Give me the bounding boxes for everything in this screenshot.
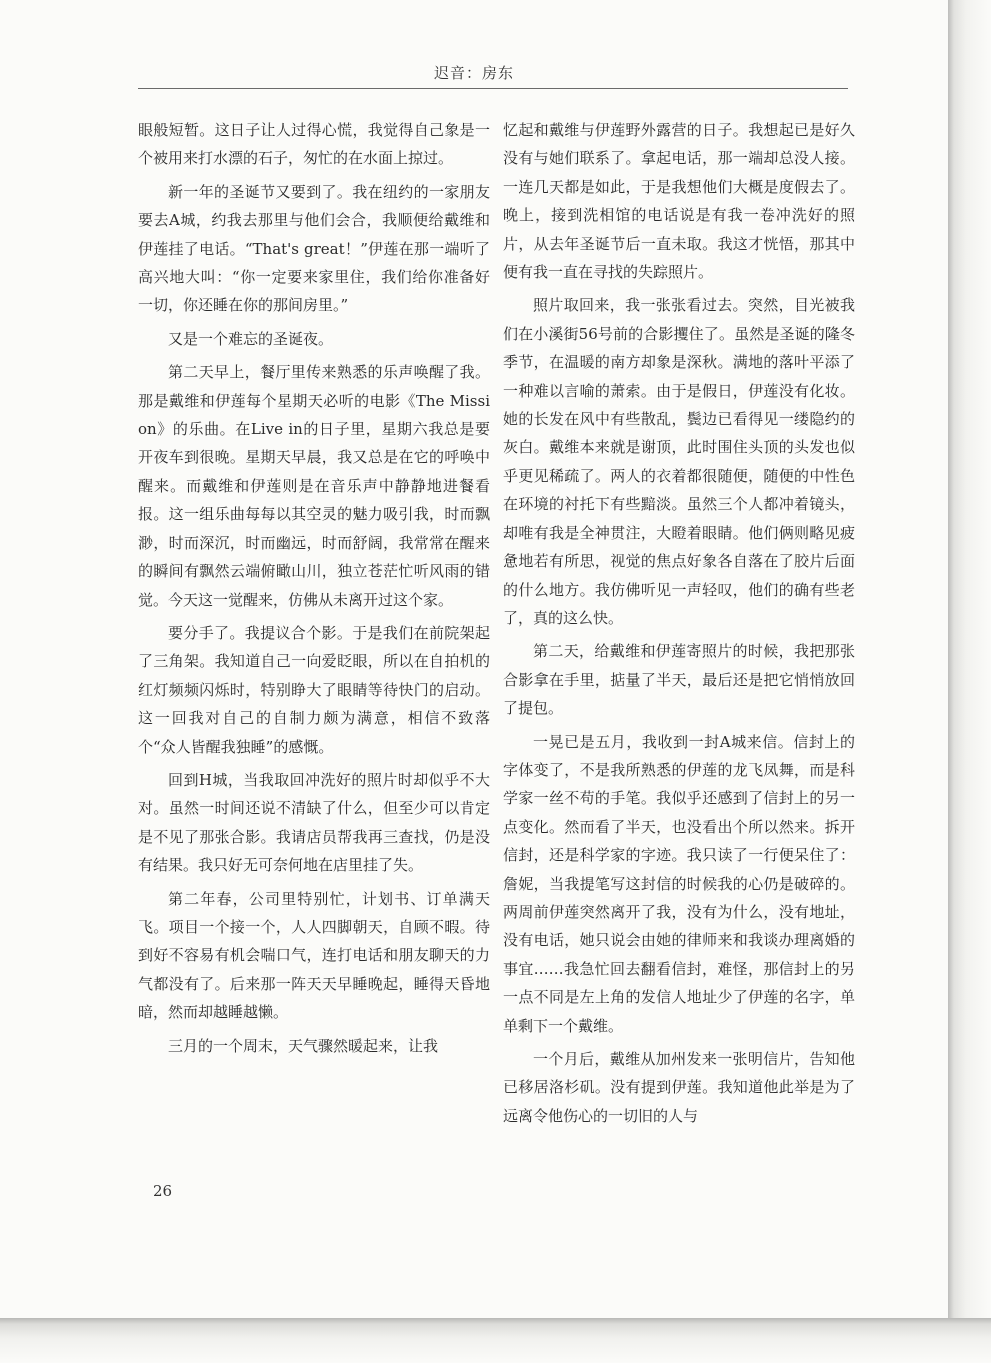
header-rule: [138, 88, 848, 89]
paragraph: 又是一个难忘的圣诞夜。: [168, 329, 334, 348]
paragraph: 一个月后，戴维从加州发来一张明信片，告知他已移居洛杉矶。没有提到伊莲。我知道他此举是为了远离令他伤心的一切旧的人与: [503, 1050, 855, 1125]
page-number: 26: [153, 1182, 173, 1200]
scan-edge-right: [948, 0, 991, 1363]
paragraph: 三月的一个周末，天气骤然暖起来，让我: [168, 1036, 439, 1055]
paragraph: 忆起和戴维与伊莲野外露营的日子。我想起已是好久没有与她们联系了。拿起电话，那一端却总没人接。一连几天都是如此，于是我想他们大概是度假去了。晚上，接到洗相馆的电话说是有我一卷冲洗好的照片，从去年圣诞节后一直未取。我这才恍悟，那其中便有我一直在寻找的失踪照片。: [503, 121, 855, 282]
paragraph: 一晃已是五月，我收到一封A城来信。信封上的字体变了，不是我所熟悉的伊莲的龙飞凤舞，而是科学家一丝不苟的手笔。我似乎还感到了信封上的另一点变化。然而看了半天，也没看出个所以然来。拆开信封，还是科学家的字迹。我只读了一行便呆住了：詹妮，当我提笔写这封信的时候我的心仍是破碎的。两周前伊莲突然离开了我，没有为什么，没有地址，没有电话，她只说会由她的律师来和我谈办理离婚的事宜……我急忙回去翻看信封，难怪，那信封上的另一点不同是左上角的发信人地址少了伊莲的名字，单单剩下一个戴维。: [503, 732, 855, 1035]
running-header: 迟音：房东: [433, 64, 514, 82]
paragraph: 照片取回来，我一张张看过去。突然，目光被我们在小溪街56号前的合影攫住了。虽然是圣诞的隆冬季节，在温暖的南方却象是深秋。满地的落叶平添了一种难以言喻的萧索。由于是假日，伊莲没有化妆。她的长发在风中有些散乱，鬓边已看得见一缕隐约的灰白。戴维本来就是谢顶，此时围住头顶的头发也似乎更见稀疏了。两人的衣着都很随便，随便的中性色在环境的衬托下有些黯淡。虽然三个人都冲着镜头，却唯有我是全神贯注，大瞪着眼睛。他们俩则略见疲惫地若有所思，视觉的焦点好象各自落在了胶片后面的什么地方。我仿佛听见一声轻叹，他们的确有些老了，真的这么快。: [503, 296, 855, 627]
paragraph: 眼般短暂。这日子让人过得心慌，我觉得自己象是一个被用来打水漂的石子，匆忙的在水面上掠过。: [138, 121, 490, 168]
paragraph: 第二天，给戴维和伊莲寄照片的时候，我把那张合影拿在手里，掂量了半天，最后还是把它悄悄放回了提包。: [503, 642, 855, 718]
paragraph: 第二天早上，餐厅里传来熟悉的乐声唤醒了我。那是戴维和伊莲每个星期天必听的电影《The Mission》的乐曲。在Live in的日子里，星期六我总是要开夜车到很晚。星期天早晨，我又总是在它的呼唤中醒来。而戴维和伊莲则是在音乐声中静静地进餐看报。这一组乐曲每每以其空灵的魅力吸引我，时而飘渺，时而深沉，时而幽远，时而舒阔，我常常在醒来的瞬间有飘然云端俯瞰山川，独立苍茫忙听风雨的错觉。今天这一觉醒来，仿佛从未离开过这个家。: [138, 363, 490, 609]
right-column: [503, 116, 855, 1135]
left-column: [138, 116, 490, 1065]
paragraph: 新一年的圣诞节又要到了。我在纽约的一家朋友要去A城，约我去那里与他们会合，我顺便给戴维和伊莲挂了电话。“That's great！”伊莲在那一端听了高兴地大叫：“你一定要来家里住，我们给你准备好一切，你还睡在你的那间房里。”: [138, 182, 490, 315]
paragraph: 要分手了。我提议合个影。于是我们在前院架起了三角架。我知道自己一向爱眨眼，所以在自拍机的红灯频频闪烁时，特别睁大了眼睛等待快门的启动。这一回我对自己的自制力颇为满意，相信不致落个“众人皆醒我独睡”的感慨。: [138, 623, 490, 756]
paragraph: 回到H城，当我取回冲洗好的照片时却似乎不大对。虽然一时间还说不清缺了什么，但至少可以肯定是不见了那张合影。我请店员帮我再三查找，仍是没有结果。我只好无可奈何地在店里挂了失。: [138, 770, 490, 875]
paragraph: 第二年春，公司里特别忙，计划书、订单满天飞。项目一个接一个，人人四脚朝天，自顾不暇。待到好不容易有机会喘口气，连打电话和朋友聊天的力气都没有了。后来那一阵天天早睡晚起，睡得天昏地暗，然而却越睡越懒。: [138, 889, 490, 1022]
scan-edge-bottom: [0, 1318, 991, 1363]
